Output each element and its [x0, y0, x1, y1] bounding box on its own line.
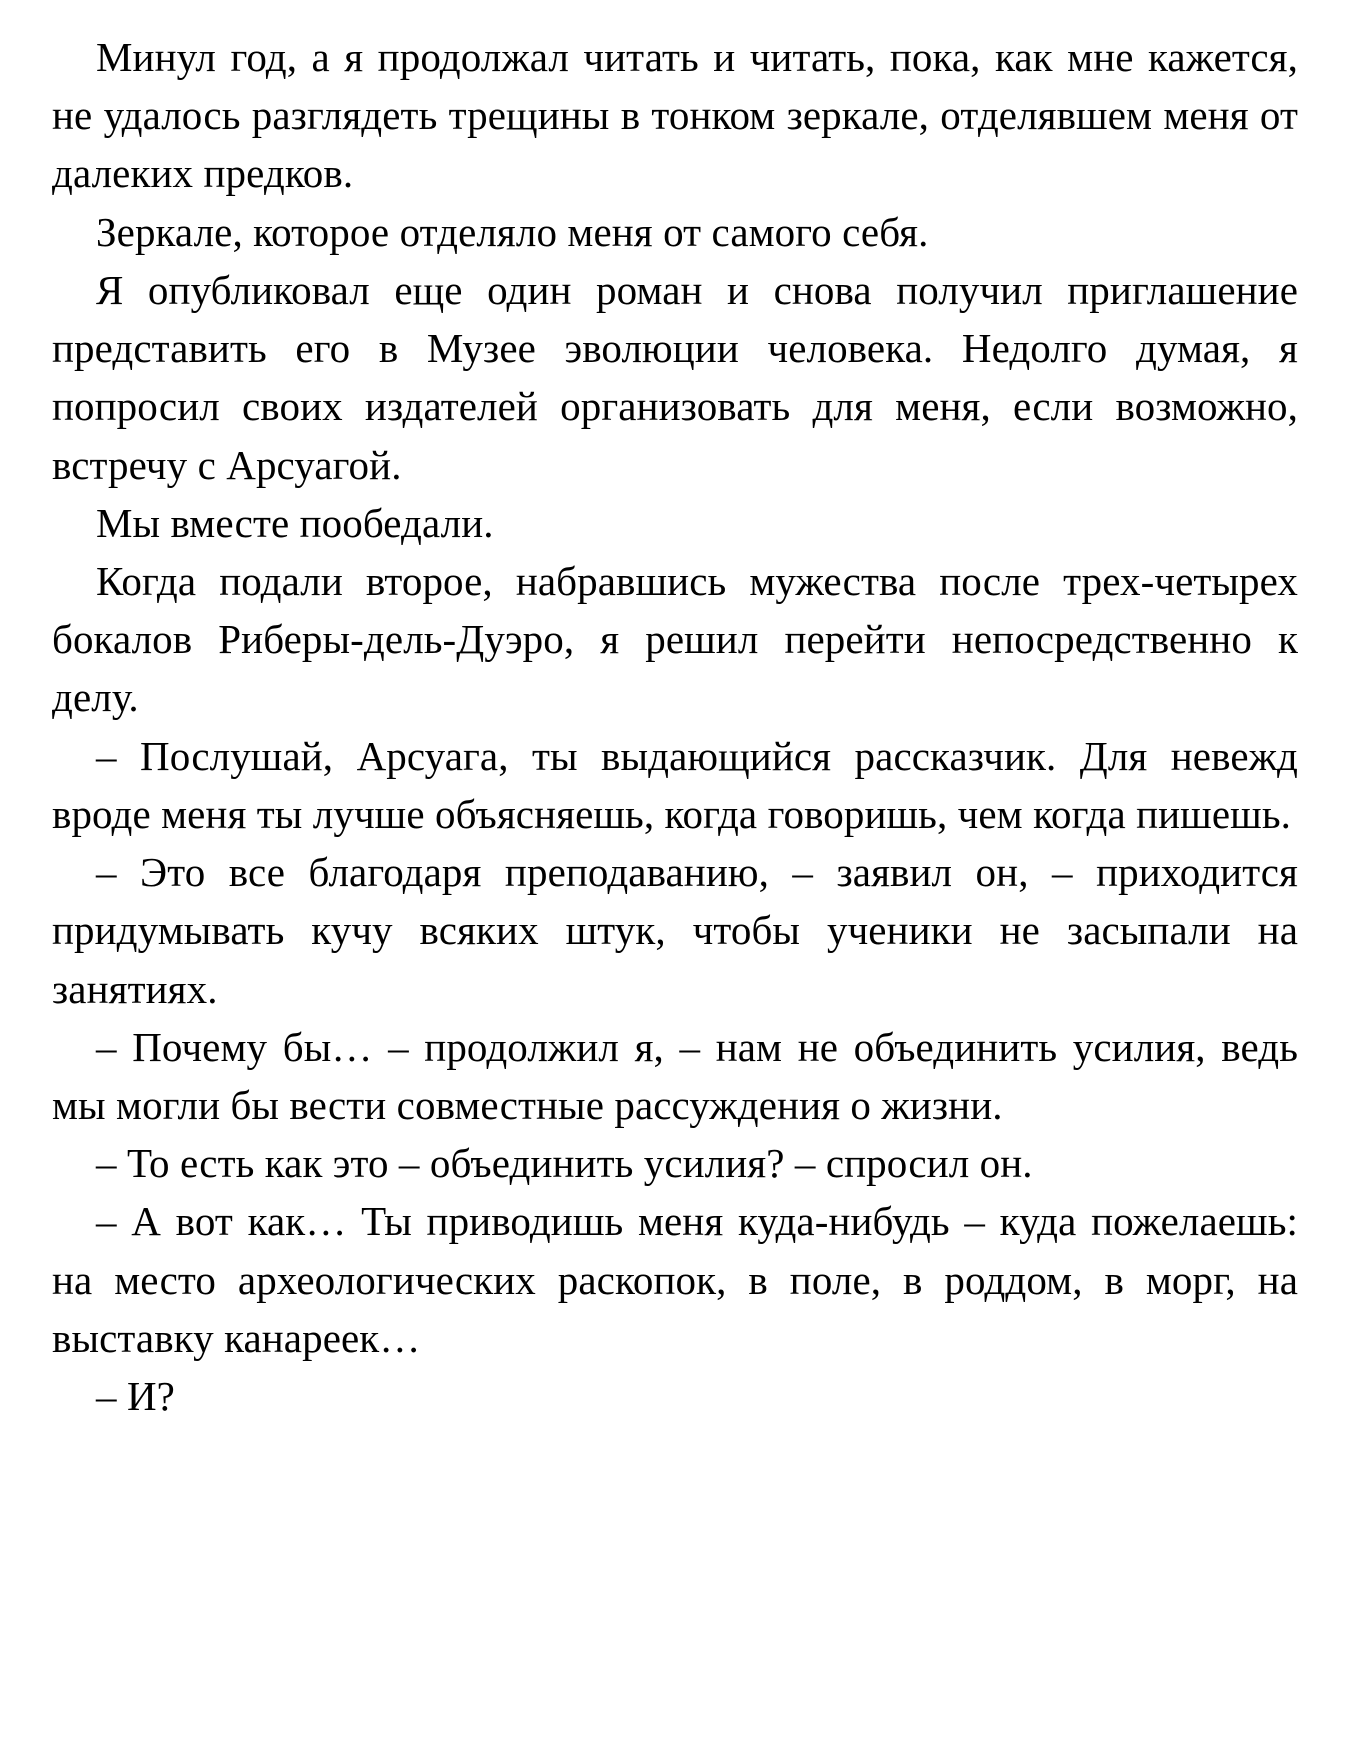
paragraph: Минул год, а я продолжал читать и читать, пока, как мне кажется, не удалось разглядеть трещины в тонком зеркале, отделявшем меня от далеких предков.: [52, 34, 1298, 197]
paragraph: Зеркале, которое отделяло меня от самого себя.: [96, 208, 929, 255]
paragraph: – То есть как это – объединить усилия? – спросил он.: [96, 1140, 1033, 1187]
paragraph: Мы вместе пообедали.: [96, 499, 494, 546]
paragraph: – И?: [96, 1373, 175, 1420]
paragraph: Когда подали второе, набравшись мужества после трех-четырех бокалов Риберы-дель-Дуэро, я решил перейти непосредственно к делу.: [52, 557, 1298, 721]
paragraph: Я опубликовал еще один роман и снова получил приглашение представить его в Музее эволюции человека. Недолго думая, я попросил своих издателей организовать для меня, если возможно, встречу с Арсуагой.: [52, 266, 1298, 488]
paragraph: – Почему бы… – продолжил я, – нам не объединить усилия, ведь мы могли бы вести совместные рассуждения о жизни.: [52, 1023, 1298, 1128]
paragraph: – Послушай, Арсуага, ты выдающийся рассказчик. Для невежд вроде меня ты лучше объясняешь, когда говоришь, чем когда пишешь.: [52, 732, 1298, 837]
paragraph: – Это все благодаря преподаванию, – заявил он, – приходится придумывать кучу всяких штук, чтобы ученики не засыпали на занятиях.: [52, 849, 1298, 1012]
paragraph: – А вот как… Ты приводишь меня куда-нибудь – куда пожелаешь: на место археологических раскопок, в поле, в роддом, в морг, на выставку канареек…: [52, 1198, 1298, 1361]
document-body: [52, 28, 1298, 1425]
